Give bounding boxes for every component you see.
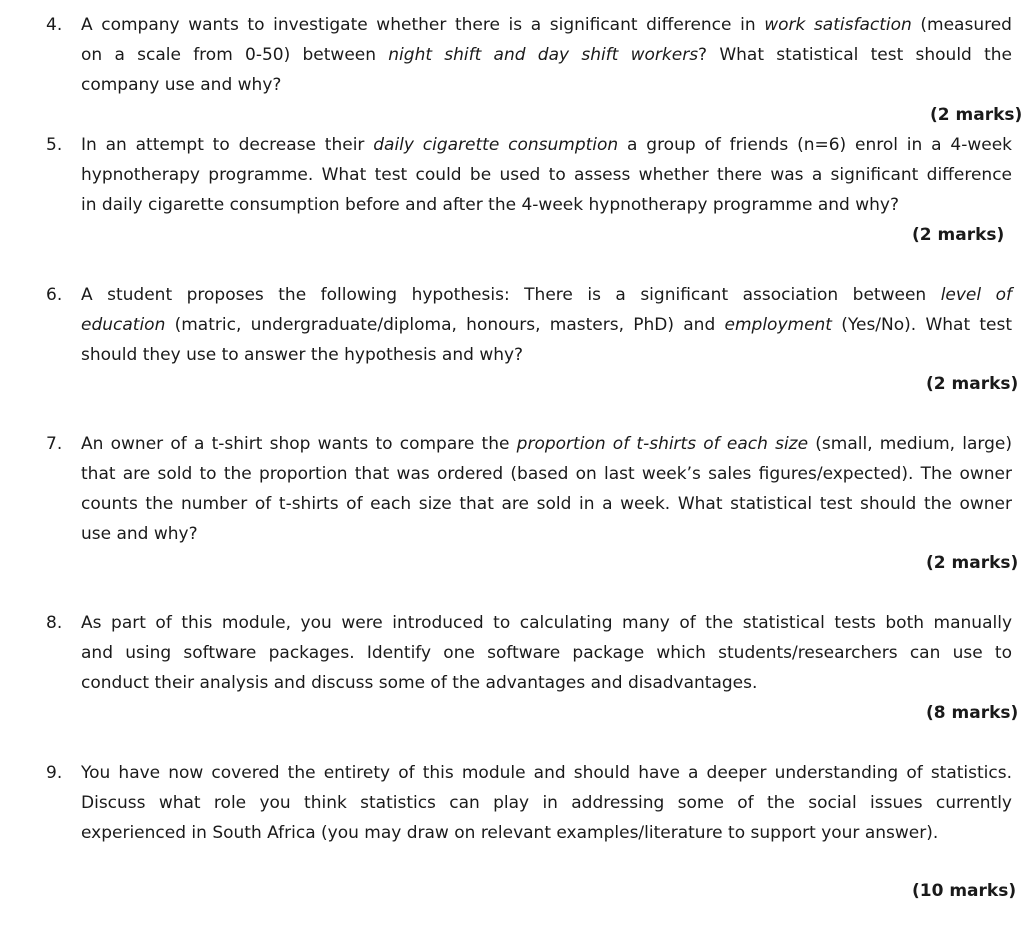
text-run: (Yes/No). What test bbox=[831, 315, 1013, 335]
marks-label: (8 marks) bbox=[926, 703, 1019, 723]
question-text bbox=[81, 608, 1012, 698]
italic-term: level of bbox=[940, 285, 1012, 305]
question-number: 6. bbox=[46, 285, 63, 305]
question-text bbox=[81, 280, 1012, 370]
text-run: In an attempt to decrease their bbox=[81, 135, 374, 155]
question-text-line bbox=[81, 758, 1012, 788]
question-text bbox=[81, 429, 1012, 549]
question-text-line bbox=[81, 489, 1012, 519]
text-run: (matric, undergraduate/diploma, honours, masters, PhD) and bbox=[165, 315, 725, 335]
marks-label: (2 marks) bbox=[912, 225, 1005, 245]
text-run: conduct their analysis and discuss some of the advantages and disadvantages. bbox=[81, 673, 758, 693]
question-number: 7. bbox=[46, 434, 63, 454]
question-text-line bbox=[81, 40, 1012, 70]
question-text bbox=[81, 758, 1012, 848]
question-text-line bbox=[81, 10, 1012, 40]
question-text-line bbox=[81, 160, 1012, 190]
question-text-line bbox=[81, 70, 1012, 100]
question-text bbox=[81, 10, 1012, 100]
text-run: (small, medium, large) bbox=[808, 434, 1013, 454]
italic-term: education bbox=[81, 315, 166, 335]
question-text-line bbox=[81, 818, 1012, 848]
question-text-line bbox=[81, 310, 1012, 340]
text-run: A company wants to investigate whether there is a significant difference in bbox=[81, 15, 765, 35]
text-run: on a scale from 0-50) between bbox=[81, 45, 389, 65]
question-text-line bbox=[81, 608, 1012, 638]
question-text-line bbox=[81, 788, 1012, 818]
text-run: counts the number of t-shirts of each size that are sold in a week. What statistical test should the owner bbox=[81, 494, 1012, 514]
text-run: hypnotherapy programme. What test could be used to assess whether there was a significant difference bbox=[81, 165, 1012, 185]
text-run: in daily cigarette consumption before and after the 4-week hypnotherapy programme and why? bbox=[81, 195, 899, 215]
question-text-line bbox=[81, 429, 1012, 459]
marks-label: (2 marks) bbox=[930, 105, 1023, 125]
italic-term: employment bbox=[724, 315, 832, 335]
text-run: You have now covered the entirety of this module and should have a deeper understanding of statistics. bbox=[81, 763, 1012, 783]
question-number: 4. bbox=[46, 15, 63, 35]
text-run: and using software packages. Identify one software package which students/researchers can use to bbox=[81, 643, 1012, 663]
text-run: A student proposes the following hypothesis: There is a significant association between bbox=[81, 285, 941, 305]
question-text bbox=[81, 130, 1012, 220]
question-text-line bbox=[81, 519, 1012, 549]
question-number: 5. bbox=[46, 135, 63, 155]
question-text-line bbox=[81, 459, 1012, 489]
text-run: As part of this module, you were introduced to calculating many of the statistical tests both manually bbox=[81, 613, 1012, 633]
marks-label: (2 marks) bbox=[926, 374, 1019, 394]
text-run: experienced in South Africa (you may draw on relevant examples/literature to support your answer). bbox=[81, 823, 939, 843]
text-run: An owner of a t-shirt shop wants to compare the bbox=[81, 434, 517, 454]
italic-term: night shift and day shift workers bbox=[388, 45, 699, 65]
italic-term: work satisfaction bbox=[764, 15, 912, 35]
question-number: 8. bbox=[46, 613, 63, 633]
marks-label: (2 marks) bbox=[926, 553, 1019, 573]
text-run: Discuss what role you think statistics can play in addressing some of the social issues currently bbox=[81, 793, 1012, 813]
text-run: should they use to answer the hypothesis and why? bbox=[81, 345, 524, 365]
italic-term: daily cigarette consumption bbox=[373, 135, 619, 155]
text-run: company use and why? bbox=[81, 75, 282, 95]
marks-label: (10 marks) bbox=[912, 881, 1017, 901]
question-text-line bbox=[81, 190, 1012, 220]
text-run: a group of friends (n=6) enrol in a 4-week bbox=[618, 135, 1012, 155]
question-text-line bbox=[81, 280, 1012, 310]
text-run: that are sold to the proportion that was ordered (based on last week’s sales figures/expected). The owner bbox=[81, 464, 1012, 484]
question-text-line bbox=[81, 340, 1012, 370]
italic-term: proportion of t-shirts of each size bbox=[516, 434, 809, 454]
text-run: use and why? bbox=[81, 524, 198, 544]
question-number: 9. bbox=[46, 763, 63, 783]
text-run: ? What statistical test should the bbox=[698, 45, 1012, 65]
question-text-line bbox=[81, 638, 1012, 668]
text-run: (measured bbox=[911, 15, 1012, 35]
question-text-line bbox=[81, 668, 1012, 698]
question-text-line bbox=[81, 130, 1012, 160]
